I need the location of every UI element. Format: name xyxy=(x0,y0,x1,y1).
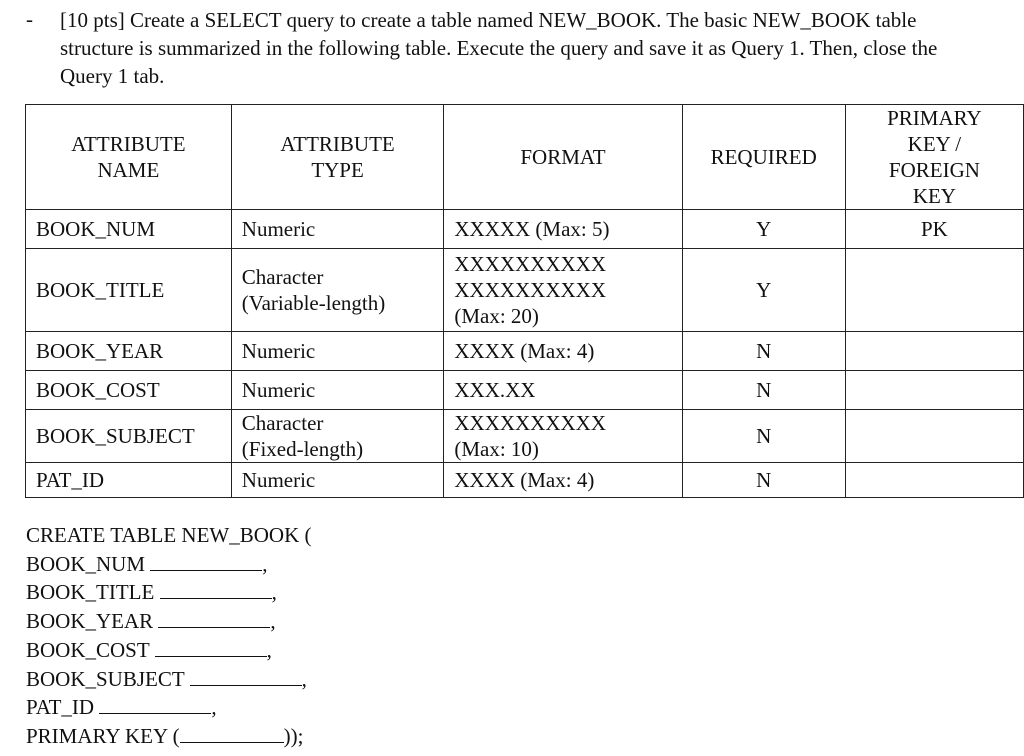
cell-type: Character (Variable-length) xyxy=(231,249,444,332)
answer-blank[interactable] xyxy=(180,722,284,743)
cell-name: PAT_ID xyxy=(26,463,232,498)
header-format: FORMAT xyxy=(444,105,682,210)
cell-key xyxy=(845,249,1023,332)
cell-key xyxy=(845,463,1023,498)
cell-type: Numeric xyxy=(231,332,444,371)
task-instruction xyxy=(26,6,986,90)
answer-blank[interactable] xyxy=(190,665,302,686)
answer-blank[interactable] xyxy=(99,693,211,714)
header-attribute-name: ATTRIBUTE NAME xyxy=(26,105,232,210)
cell-key xyxy=(845,410,1023,463)
cell-type: Numeric xyxy=(231,463,444,498)
cell-required: N xyxy=(682,463,845,498)
table-row xyxy=(26,410,1024,463)
create-table-line: CREATE TABLE NEW_BOOK ( xyxy=(26,523,312,547)
blank-line-book-subject: BOOK_SUBJECT , xyxy=(26,666,307,691)
cell-format: XXXXXXXXXX (Max: 10) xyxy=(444,410,682,463)
table-row xyxy=(26,332,1024,371)
blank-line-book-cost: BOOK_COST , xyxy=(26,637,272,662)
attribute-table xyxy=(25,104,1024,498)
cell-format: XXXXXXXXXX XXXXXXXXXX (Max: 20) xyxy=(444,249,682,332)
cell-key xyxy=(845,332,1023,371)
cell-format: XXXX (Max: 4) xyxy=(444,463,682,498)
answer-blank[interactable] xyxy=(155,636,267,657)
table-row xyxy=(26,210,1024,249)
answer-blank[interactable] xyxy=(160,578,272,599)
cell-key: PK xyxy=(845,210,1023,249)
cell-required: N xyxy=(682,410,845,463)
cell-format: XXXXX (Max: 5) xyxy=(444,210,682,249)
blank-line-book-year: BOOK_YEAR , xyxy=(26,609,276,634)
cell-type: Numeric xyxy=(231,371,444,410)
blank-line-pat-id: PAT_ID , xyxy=(26,695,217,720)
cell-name: BOOK_SUBJECT xyxy=(26,410,232,463)
table-row xyxy=(26,249,1024,332)
cell-key xyxy=(845,371,1023,410)
header-key: PRIMARY KEY / FOREIGN KEY xyxy=(845,105,1023,210)
answer-blank[interactable] xyxy=(150,550,262,571)
blank-line-book-title: BOOK_TITLE , xyxy=(26,580,277,605)
table-header-row xyxy=(26,105,1024,210)
bullet-dash: - xyxy=(26,7,33,31)
table-row xyxy=(26,463,1024,498)
answer-blank[interactable] xyxy=(158,607,270,628)
table-row xyxy=(26,371,1024,410)
cell-required: N xyxy=(682,371,845,410)
cell-format: XXXX (Max: 4) xyxy=(444,332,682,371)
blank-line-book-num: BOOK_NUM , xyxy=(26,551,268,576)
cell-required: Y xyxy=(682,249,845,332)
cell-name: BOOK_YEAR xyxy=(26,332,232,371)
header-attribute-type: ATTRIBUTE TYPE xyxy=(231,105,444,210)
cell-required: N xyxy=(682,332,845,371)
cell-name: BOOK_COST xyxy=(26,371,232,410)
cell-name: BOOK_NUM xyxy=(26,210,232,249)
sql-template xyxy=(26,522,312,751)
primary-key-line: PRIMARY KEY ( )); xyxy=(26,723,304,748)
cell-type: Character (Fixed-length) xyxy=(231,410,444,463)
cell-required: Y xyxy=(682,210,845,249)
cell-format: XXX.XX xyxy=(444,371,682,410)
cell-type: Numeric xyxy=(231,210,444,249)
header-required: REQUIRED xyxy=(682,105,845,210)
cell-name: BOOK_TITLE xyxy=(26,249,232,332)
instruction-text: [10 pts] Create a SELECT query to create a table named NEW_BOOK. The basic NEW_BOOK table structure is summarized in the following table. Execute the query and save it as Query 1. Then, close the Query 1 tab. xyxy=(60,8,938,88)
